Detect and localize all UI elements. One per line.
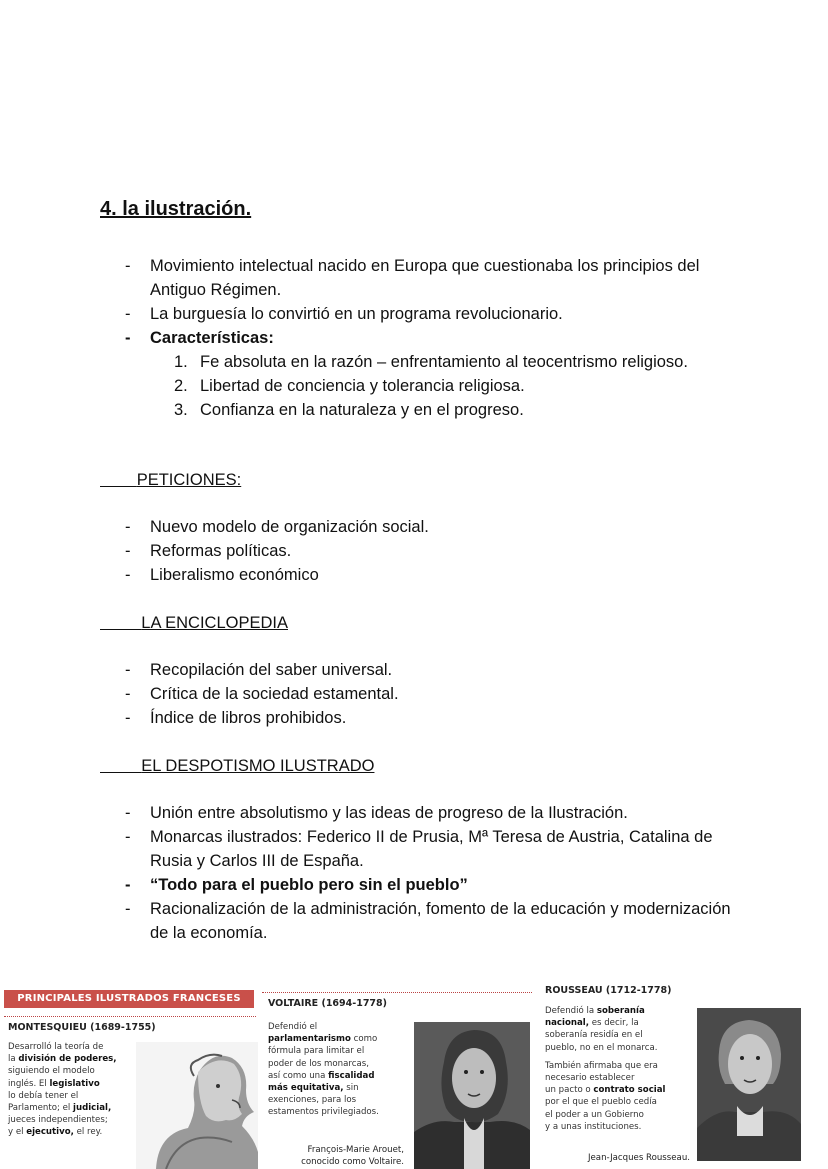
rousseau-caption: Jean-Jacques Rousseau. [587,1153,690,1163]
description-line: nacional, es decir, la [545,1018,639,1029]
description-line: más equitativa, sin [268,1083,359,1094]
list-item: - Reformas políticas. [125,542,292,560]
list-item-quote: - “Todo para el pueblo pero sin el pueblo” [125,876,468,894]
divider [262,992,532,993]
description-line: Defendió el [268,1022,318,1032]
despotismo-heading: EL DESPOTISMO ILUSTRADO [141,757,375,775]
description-line: jueces independientes; [8,1115,108,1126]
characteristics-list [150,350,750,422]
list-item: - Crítica de la sociedad estamental. [125,685,399,703]
list-item: - Unión entre absolutismo y las ideas de progreso de la Ilustración. [125,804,628,822]
despotismo-list [100,801,750,945]
ilustrados-panel [0,970,828,1169]
list-item: - Movimiento intelectual nacido en Europa que cuestionaba los principios del Antiguo Régimen. [125,257,700,299]
intro-list [100,254,750,422]
panel-banner: PRINCIPALES ILUSTRADOS FRANCESES [4,990,254,1008]
description-line: por el que el pueblo cedía [545,1097,657,1108]
description-line: También afirmaba que era [545,1060,658,1071]
montesquieu-description [8,1041,143,1139]
voltaire-caption: François-Marie Arouet, conocido como Voltaire. [301,1145,404,1167]
description-line: soberanía residía en el [545,1030,643,1041]
description-line: un pacto o contrato social [545,1085,666,1096]
divider [4,1016,256,1017]
list-item: 3. Confianza en la naturaleza y en el progreso. [174,401,524,419]
voltaire-name: VOLTAIRE (1694-1778) [268,998,387,1009]
description-line: Desarrolló la teoría de [8,1042,104,1052]
description-line: Defendió la soberanía [545,1006,645,1016]
montesquieu-portrait [136,1042,258,1169]
description-line: pueblo, no en el monarca. [545,1042,658,1053]
rousseau-portrait [697,1008,801,1161]
peticiones-list [100,515,750,587]
description-line: la división de poderes, [8,1054,117,1065]
description-line: poder de los monarcas, [268,1058,369,1069]
list-item: - Liberalismo económico [125,566,319,584]
description-line: siguiendo el modelo [8,1066,95,1077]
list-item: - Índice de libros prohibidos. [125,709,347,727]
description-line: así como una fiscalidad [268,1070,375,1081]
list-item: 1. Fe absoluta en la razón – enfrentamiento al teocentrismo religioso. [174,353,688,371]
description-line: estamentos privilegiados. [268,1107,379,1118]
list-item: - Racionalización de la administración, fomento de la educación y modernización de la economía. [125,900,731,942]
description-line: parlamentarismo como [268,1034,378,1045]
peticiones-heading: PETICIONES: [136,471,242,489]
description-line: necesario establecer [545,1073,635,1084]
list-item: - Monarcas ilustrados: Federico II de Prusia, Mª Teresa de Austria, Catalina de Rusia y Carlos III de España. [125,828,713,870]
description-line: Parlamento; el judicial, [8,1103,112,1114]
list-item: 2. Libertad de conciencia y tolerancia religiosa. [174,377,525,395]
list-item: - Nuevo modelo de organización social. [125,518,429,536]
voltaire-portrait [414,1022,530,1169]
description-line: el poder a un Gobierno [545,1109,644,1120]
description-line: fórmula para limitar el [268,1046,365,1057]
section-title: 4. la ilustración. [100,198,252,220]
list-item-characteristics: - Características: 1. Fe absoluta en la razón – enfrentamiento al teocentrismo religioso. 2. Libertad de conciencia y tolerancia religiosa. 3. Confianza en la naturaleza y en el progreso. [100,326,750,422]
description-line: y el ejecutivo, el rey. [8,1127,103,1138]
enciclopedia-heading: LA ENCICLOPEDIA [141,614,288,632]
list-item: - La burguesía lo convirtió en un programa revolucionario. [125,305,563,323]
voltaire-description [268,1021,418,1119]
rousseau-description [545,1005,700,1133]
list-item: - Recopilación del saber universal. [125,661,393,679]
description-line: lo debía tener el [8,1090,79,1101]
rousseau-name: ROUSSEAU (1712-1778) [545,985,672,996]
description-line: exenciones, para los [268,1095,357,1106]
enciclopedia-list [100,658,750,730]
montesquieu-name: MONTESQUIEU (1689-1755) [8,1022,156,1033]
description-line: y a unas instituciones. [545,1121,642,1132]
description-line: inglés. El legislativo [8,1078,100,1089]
